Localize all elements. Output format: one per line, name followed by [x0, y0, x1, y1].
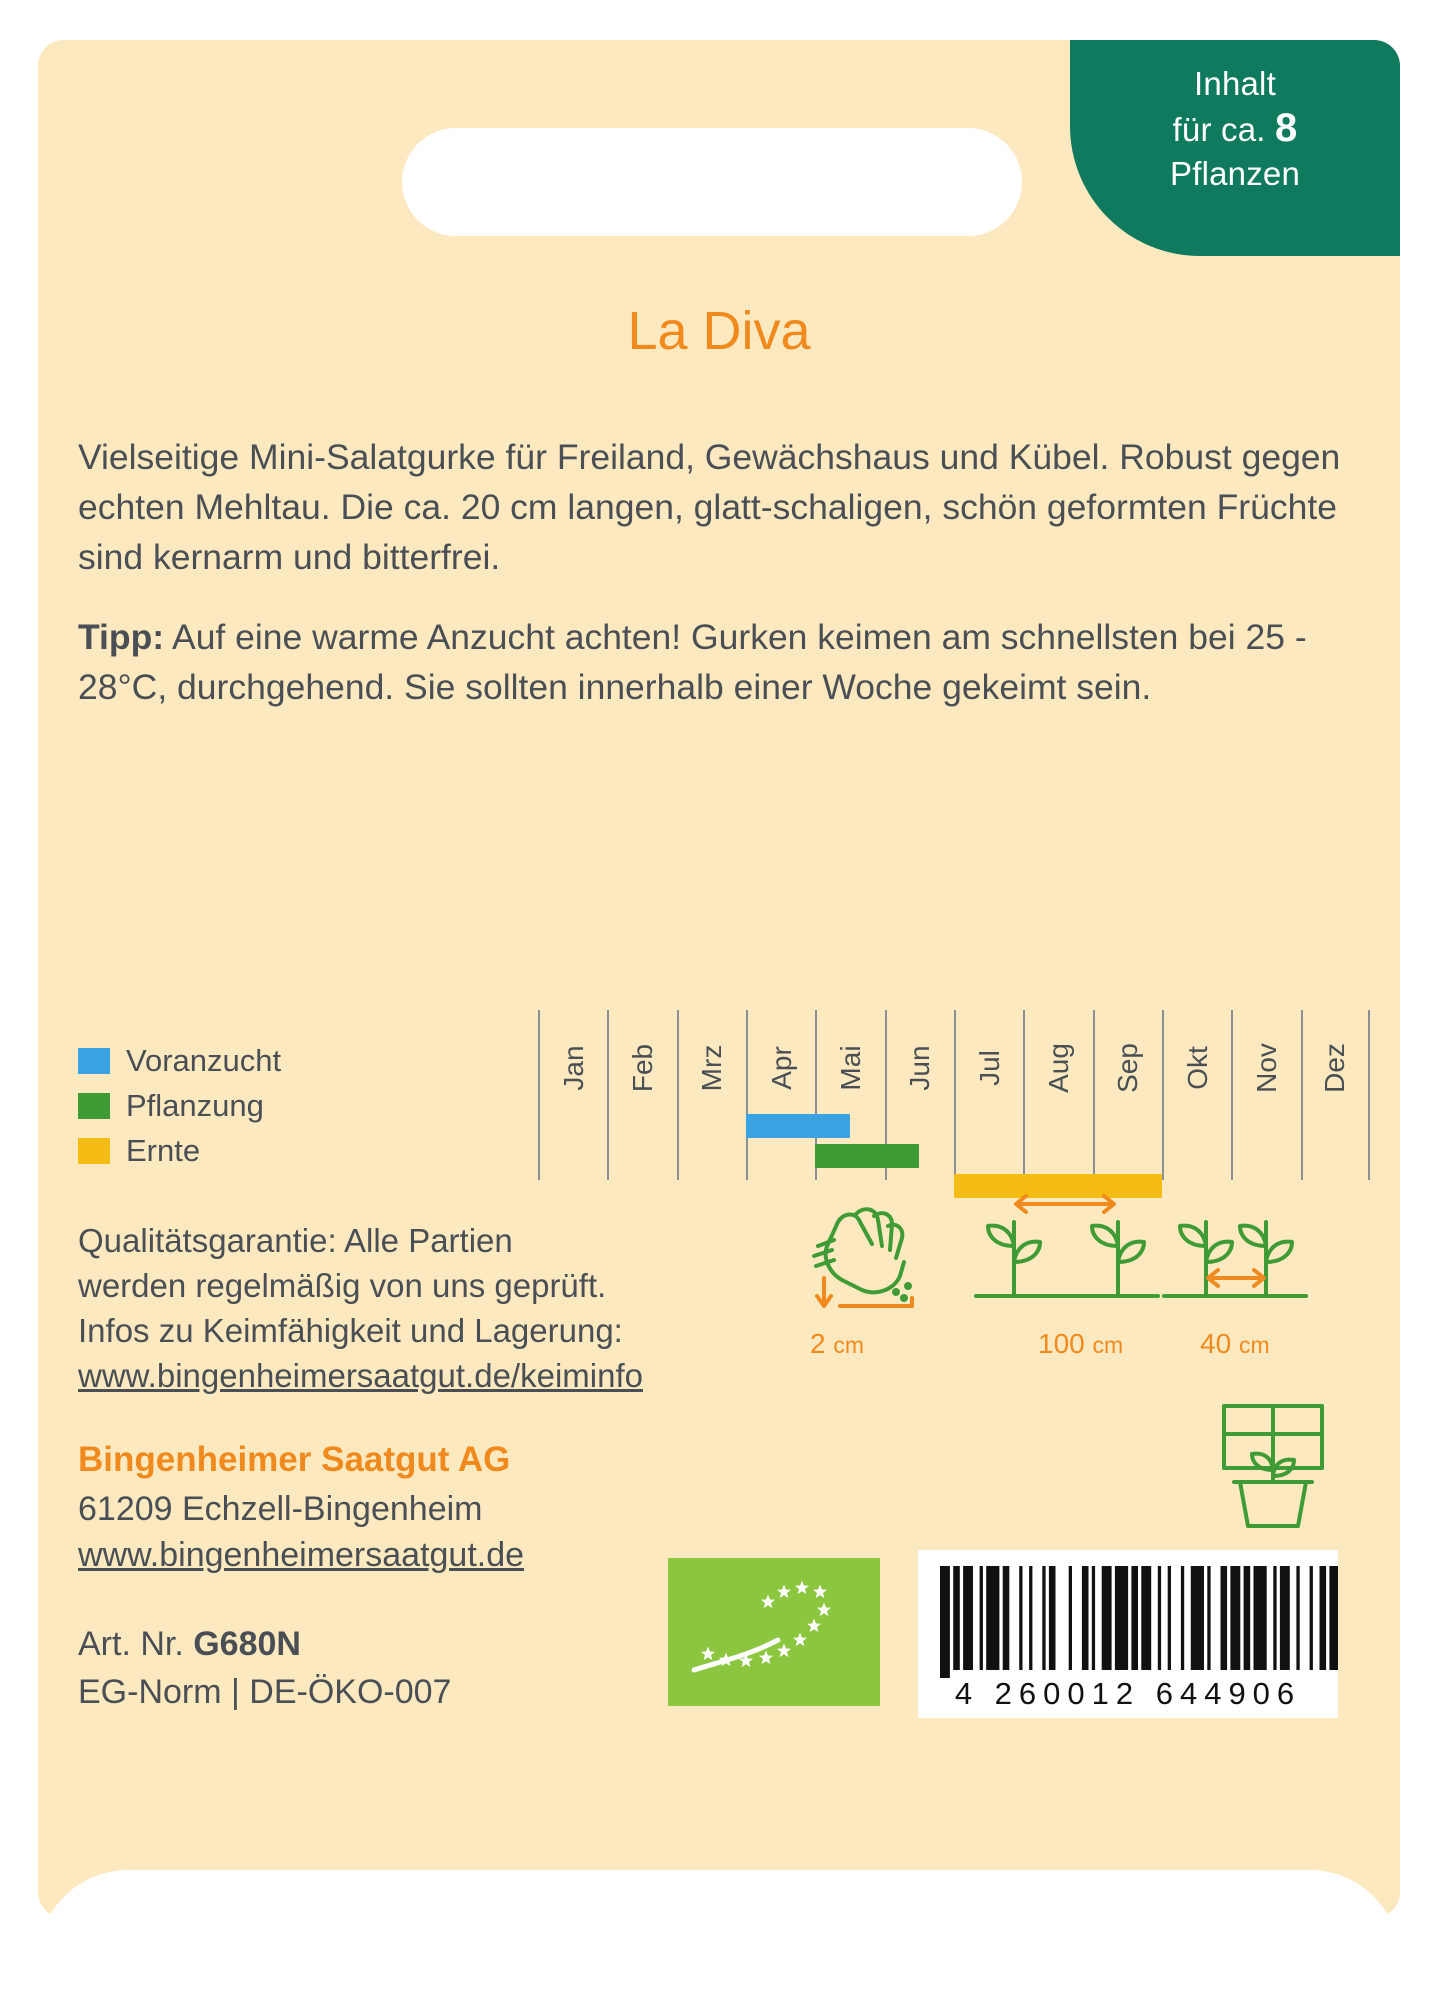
sowing-depth-hand-icon — [800, 1200, 940, 1320]
calendar-month-dez — [1301, 1010, 1370, 1180]
legend-label-pflanzung: Pflanzung — [126, 1087, 264, 1123]
quality-line-1: Qualitätsgarantie: Alle Partien — [78, 1222, 513, 1259]
calendar-month-feb — [607, 1010, 676, 1180]
month-label: Jan — [557, 1045, 589, 1091]
sowing-depth-value: 2 — [810, 1328, 826, 1359]
article-label: Art. Nr. — [78, 1625, 194, 1663]
sowing-depth-caption — [810, 1328, 864, 1360]
legend-swatch-pflanzung — [78, 1093, 110, 1119]
month-label: Jun — [904, 1045, 936, 1091]
banner-line-3: Pflanzen — [1169, 155, 1301, 192]
company-address: 61209 Echzell-Bingenheim — [78, 1490, 483, 1528]
description-paragraph: Vielseitige Mini-Salatgurke für Freiland, Gewächshaus und Kübel. Robust gegen echten Mehltau. Die ca. 20 cm langen, glatt-schaligen, schön geformten Früchte sind kernarm und bitterfrei. — [78, 437, 1341, 577]
cultivation-pictograms — [800, 1200, 1360, 1400]
banner-plant-count: 8 — [1275, 106, 1298, 150]
calendar-month-jul — [954, 1010, 1023, 1180]
company-website-link[interactable]: www.bingenheimersaatgut.de — [78, 1536, 525, 1574]
eu-organic-logo — [668, 1558, 880, 1706]
plant-spacing-icon — [1160, 1188, 1310, 1308]
row-spacing-value: 100 — [1038, 1328, 1085, 1359]
content-banner — [1070, 40, 1400, 256]
calendar-bar-pflanzung — [815, 1144, 919, 1168]
month-label: Nov — [1250, 1043, 1282, 1093]
calendar-months — [538, 1010, 1370, 1180]
tipp-text: Auf eine warme Anzucht achten! Gurken keimen am schnellsten bei 25 - 28°C, durchgehend. Sie sollten innerhalb einer Woche gekeimt sein. — [78, 617, 1307, 707]
row-spacing-unit: cm — [1092, 1332, 1124, 1358]
month-label: Mrz — [696, 1044, 728, 1092]
legend-item-ernte — [78, 1128, 408, 1173]
month-label: Sep — [1112, 1043, 1144, 1093]
legend-label-ernte: Ernte — [126, 1132, 201, 1168]
calendar-month-okt — [1162, 1010, 1231, 1180]
calendar-bar-voranzucht — [746, 1114, 850, 1138]
tipp-label: Tipp: — [78, 617, 165, 657]
article-block — [78, 1620, 451, 1716]
plant-spacing-value: 40 — [1200, 1328, 1232, 1359]
barcode-digits: 4 260012 644906 — [954, 1676, 1302, 1711]
legend-item-voranzucht — [78, 1038, 408, 1083]
hang-hole-cutout — [402, 128, 1022, 236]
calendar-month-apr — [746, 1010, 815, 1180]
legend-swatch-ernte — [78, 1138, 110, 1164]
company-name: Bingenheimer Saatgut AG — [78, 1440, 511, 1479]
barcode-bars — [918, 1560, 1338, 1690]
calendar-month-jan — [538, 1010, 607, 1180]
quality-line-2: werden regelmäßig von uns geprüft. — [78, 1267, 607, 1304]
calendar-month-aug — [1023, 1010, 1092, 1180]
sowing-calendar — [78, 1010, 1368, 1190]
quality-guarantee — [78, 1218, 778, 1398]
month-label: Feb — [626, 1043, 658, 1093]
calendar-month-mrz — [677, 1010, 746, 1180]
quality-line-3: Infos zu Keimfähigkeit und Lagerung: — [78, 1312, 623, 1349]
legend-swatch-voranzucht — [78, 1048, 110, 1074]
banner-line-1: Inhalt — [1194, 65, 1276, 102]
month-label: Dez — [1319, 1043, 1351, 1093]
calendar-legend — [78, 1038, 408, 1173]
barcode — [918, 1550, 1338, 1718]
tipp-paragraph — [78, 612, 1348, 712]
variety-title: La Diva — [627, 301, 811, 361]
row-spacing-plants-icon — [972, 1188, 1162, 1308]
row-spacing-caption — [1038, 1328, 1123, 1360]
legend-item-pflanzung — [78, 1083, 408, 1128]
calendar-month-sep — [1093, 1010, 1162, 1180]
month-label: Aug — [1042, 1043, 1074, 1093]
month-label: Mai — [834, 1045, 866, 1091]
description-block — [78, 432, 1348, 742]
plant-spacing-unit: cm — [1238, 1332, 1270, 1358]
article-number-row — [78, 1620, 451, 1668]
eu-organic-leaf-icon — [668, 1558, 880, 1706]
calendar-month-nov — [1231, 1010, 1300, 1180]
banner-line-2 — [1070, 106, 1400, 152]
month-label: Okt — [1181, 1046, 1213, 1090]
eg-norm: EG-Norm | DE-ÖKO-007 — [78, 1673, 452, 1711]
balcony-pot-icon — [1208, 1400, 1338, 1540]
article-number: G680N — [193, 1625, 301, 1663]
legend-label-voranzucht: Voranzucht — [126, 1042, 282, 1078]
banner-line-2-prefix: für ca. — [1172, 111, 1276, 148]
month-label: Jul — [973, 1050, 1005, 1086]
month-label: Apr — [765, 1046, 797, 1090]
sowing-depth-unit: cm — [833, 1332, 865, 1358]
keiminfo-link[interactable]: www.bingenheimersaatgut.de/keiminfo — [78, 1357, 643, 1394]
bottom-notch — [38, 1870, 1400, 2000]
plant-spacing-caption — [1200, 1328, 1270, 1360]
